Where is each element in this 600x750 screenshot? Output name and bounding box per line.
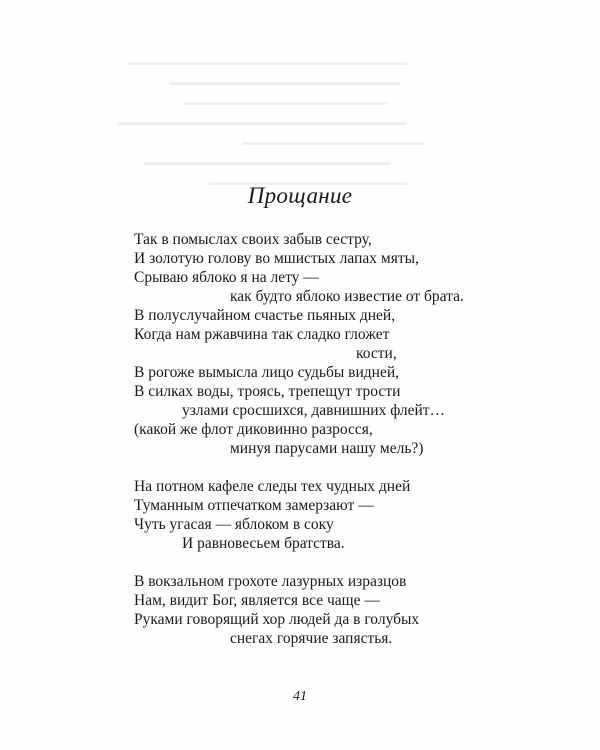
poem-line: Туманным отпечатком замерзают — — [134, 497, 374, 514]
poem-line: кости, — [356, 345, 397, 362]
page-number: 41 — [293, 689, 307, 704]
poem-line: минуя парусами нашу мель?) — [230, 440, 424, 457]
poem-line: В силках воды, троясь, трепещут трости — [134, 383, 401, 400]
stanza-break — [134, 458, 554, 477]
poem-line: (какой же флот диковинно разросся, — [134, 421, 373, 438]
stanza-break — [134, 553, 554, 572]
poem-body — [134, 230, 554, 648]
poem-line: И золотую голову во мшистых лапах мяты, — [134, 250, 419, 267]
poem-line: Так в помыслах своих забыв сестру, — [134, 231, 372, 248]
poem-line: Когда нам ржавчина так сладко гложет — [134, 326, 390, 343]
poem-line: Чуть угасая — яблоком в соку — [134, 516, 334, 533]
poem-line: Руками говорящий хор людей да в голубых — [134, 611, 420, 628]
poem-line: В вокзальном грохоте лазурных изразцов — [134, 573, 407, 590]
poem-line: Срываю яблоко я на лету — — [134, 269, 319, 286]
poem-line: В полуслучайном счастье пьяных дней, — [134, 307, 396, 324]
poem-line: снегах горячие запястья. — [230, 630, 393, 647]
poem-line: Нам, видит Бог, является все чаще — — [134, 592, 380, 609]
poem-line: В рогоже вымысла лицо судьбы видней, — [134, 364, 400, 381]
poem-line: И равновесьем братства. — [182, 535, 345, 552]
poem-line: как будто яблоко известие от брата. — [230, 288, 464, 305]
poem-title: Прощание — [247, 183, 353, 208]
poem-line: На потном кафеле следы тех чудных дней — [134, 478, 411, 495]
poem-line: узлами сросшихся, давнишних флейт… — [182, 402, 446, 419]
